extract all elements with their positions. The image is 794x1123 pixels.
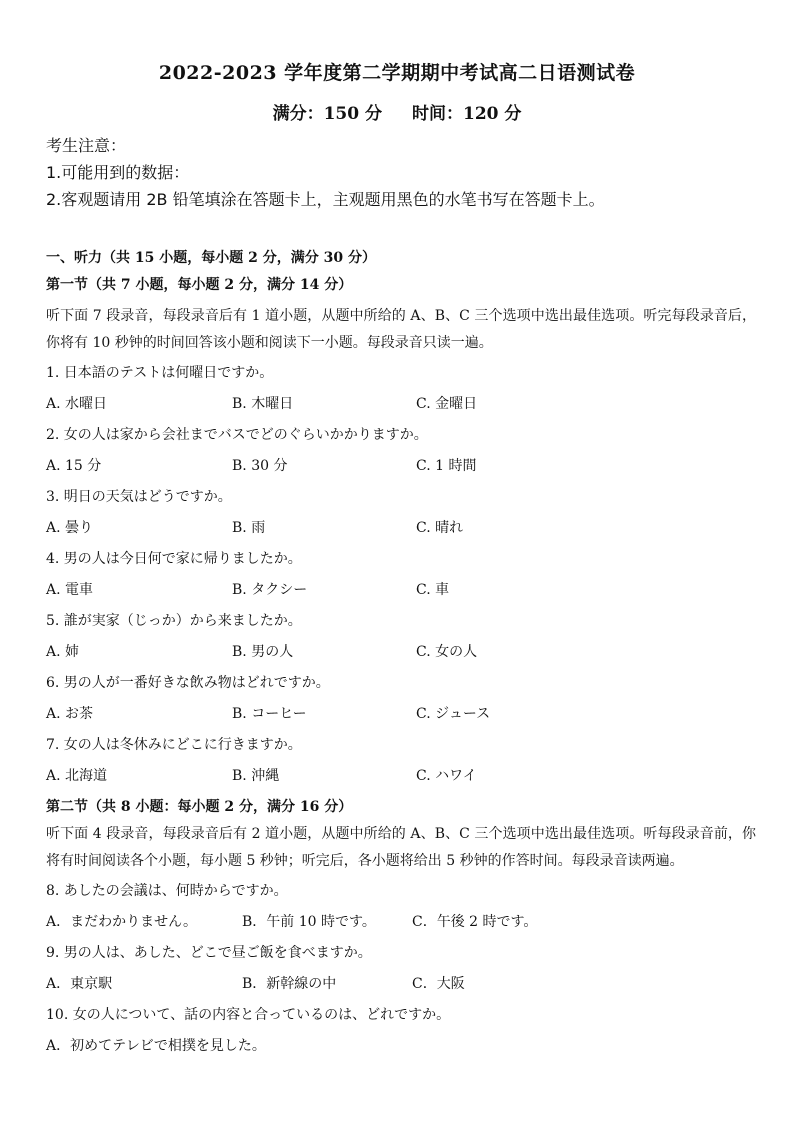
option-c[interactable]: C．大阪	[412, 976, 465, 992]
options-9	[46, 969, 756, 1000]
option-c[interactable]: C. 金曜日	[416, 396, 478, 412]
question-5: 5. 誰が実家（じっか）から来ましたか。	[46, 613, 302, 629]
options-1	[46, 389, 756, 420]
option-a[interactable]: A．東京駅	[46, 976, 113, 992]
option-b[interactable]: B. 男の人	[232, 644, 294, 660]
option-b[interactable]: B. 沖縄	[232, 768, 280, 784]
section-title: 一、听力（共 15 小题，每小题 2 分，满分 30 分）	[46, 250, 376, 266]
option-a[interactable]: A. 曇り	[46, 520, 94, 536]
notice-heading: 考生注意：	[46, 136, 127, 155]
option-a[interactable]: A. 水曜日	[46, 396, 108, 412]
option-a[interactable]: A．まだわかりません。	[46, 914, 197, 930]
option-c[interactable]: C. ジュース	[416, 706, 491, 722]
page-title: 2022-2023 学年度第二学期期中考试高二日语测试卷	[158, 62, 636, 84]
option-a[interactable]: A. 15 分	[46, 458, 102, 474]
option-c[interactable]: C. 1 時間	[416, 458, 477, 474]
part1-instructions: 听下面 7 段录音，每段录音后有 1 道小题，从题中所给的 A、B、C 三个选项中选出最佳选项。听完每段录音后，你将有 10 秒钟的时间回答该小题和阅读下一小题。每段录音只读一遍。	[46, 308, 756, 351]
part1-title: 第一节（共 7 小题，每小题 2 分，满分 14 分）	[46, 277, 353, 293]
option-c[interactable]: C. 晴れ	[416, 520, 464, 536]
listening-section	[46, 243, 756, 1062]
question-1: 1. 日本語のテストは何曜日ですか。	[46, 365, 274, 381]
question-6: 6. 男の人が一番好きな飲み物はどれですか。	[46, 675, 330, 691]
question-3: 3. 明日の天気はどうですか。	[46, 489, 232, 505]
option-b[interactable]: B. 木曜日	[232, 396, 294, 412]
option-b[interactable]: B．午前 10 時です。	[242, 914, 376, 930]
option-b[interactable]: B. タクシー	[232, 582, 308, 598]
part2-instructions: 听下面 4 段录音，每段录音后有 2 道小题，从题中所给的 A、B、C 三个选项中选出最佳选项。听每段录音前，你将有时间阅读各个小题，每小题 5 秒钟；听完后，各小题将给出 5 秒钟的作答时间。每段录音读两遍。	[46, 826, 756, 869]
option-c[interactable]: C. 女の人	[416, 644, 478, 660]
options-5	[46, 637, 756, 668]
options-3	[46, 513, 756, 544]
option-a[interactable]: A．初めてテレビで相撲を見した。	[46, 1038, 266, 1054]
option-b[interactable]: B. 雨	[232, 520, 266, 536]
question-2: 2. 女の人は家から会社までバスでどのぐらいかかりますか。	[46, 427, 428, 443]
option-b[interactable]: B．新幹線の中	[242, 976, 337, 992]
question-7: 7. 女の人は冬休みにどこに行きますか。	[46, 737, 302, 753]
full-score: 满分：150 分	[272, 104, 382, 124]
exam-meta	[0, 99, 794, 124]
option-a[interactable]: A. 北海道	[46, 768, 108, 784]
notice-item: 1.可能用到的数据：	[46, 163, 190, 182]
question-8: 8. あしたの会議は、何時からですか。	[46, 883, 288, 899]
option-c[interactable]: C. 車	[416, 582, 450, 598]
option-b[interactable]: B. コーヒー	[232, 706, 307, 722]
question-10: 10. 女の人について、話の内容と合っているのは、どれですか。	[46, 1007, 451, 1023]
candidate-notice	[46, 132, 756, 213]
options-8	[46, 907, 756, 938]
options-2	[46, 451, 756, 482]
time-limit: 时间：120 分	[412, 104, 522, 124]
notice-item: 2.客观题请用 2B 铅笔填涂在答题卡上，主观题用黑色的水笔书写在答题卡上。	[46, 190, 605, 209]
option-a[interactable]: A. お茶	[46, 706, 94, 722]
options-6	[46, 699, 756, 730]
option-c[interactable]: C. ハワイ	[416, 768, 477, 784]
question-4: 4. 男の人は今日何で家に帰りましたか。	[46, 551, 302, 567]
option-a[interactable]: A. 電車	[46, 582, 94, 598]
option-a[interactable]: A. 姉	[46, 644, 80, 660]
option-b[interactable]: B. 30 分	[232, 458, 288, 474]
part2-title: 第二节（共 8 小题：每小题 2 分，满分 16 分）	[46, 799, 353, 815]
options-7	[46, 761, 756, 792]
options-4	[46, 575, 756, 606]
question-9: 9. 男の人は、あした、どこで昼ご飯を食べますか。	[46, 945, 372, 961]
option-c[interactable]: C．午後 2 時です。	[412, 914, 538, 930]
